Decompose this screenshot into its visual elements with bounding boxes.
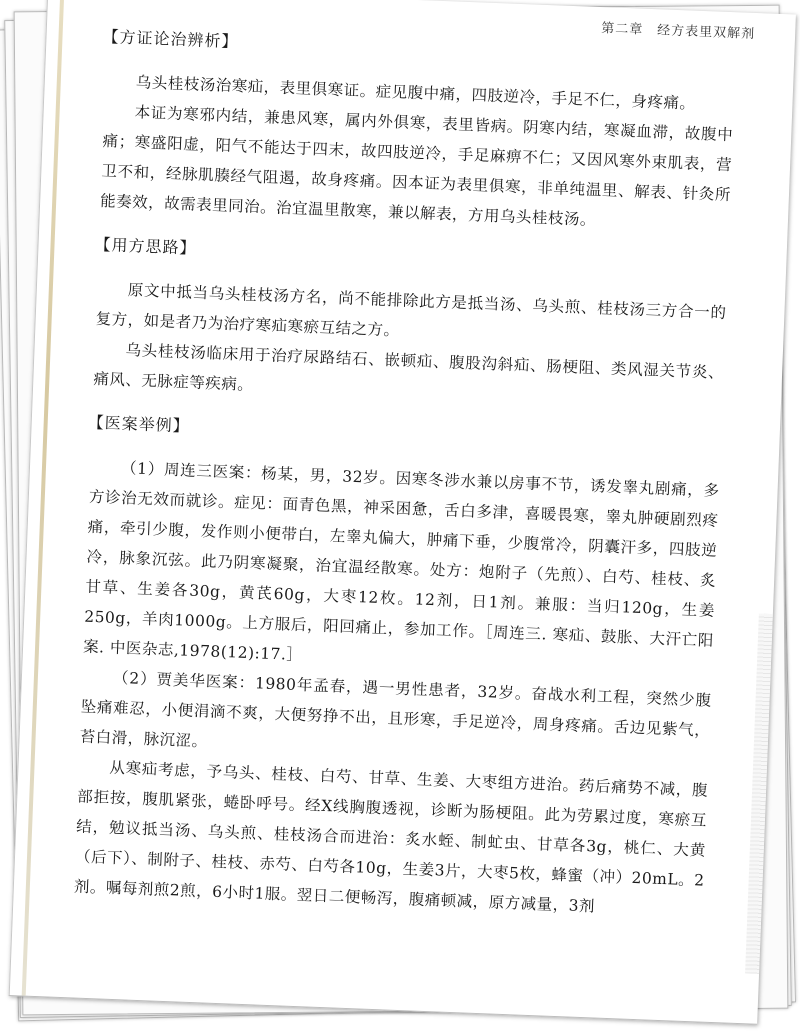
page-content xyxy=(73,18,737,940)
section-formula-analysis xyxy=(100,22,737,240)
paragraph: 乌头桂枝汤治寒疝，表里俱寒证。症见腹中痛，四肢逆冷，手足不仁，身疼痛。 xyxy=(135,73,696,113)
section-case-examples xyxy=(73,408,721,926)
book-page xyxy=(9,0,796,1025)
section-usage-ideas xyxy=(93,230,729,418)
section-title: 【方证论治辨析】 xyxy=(102,26,239,52)
paragraph: 乌头桂枝汤临床用于治疗尿路结石、嵌顿疝、腹股沟斜疝、肠梗阻、类风湿关节炎、痛风、无脉症等疾病。 xyxy=(93,341,725,394)
paragraph: 本证为寒邪内结，兼患风寒，属内外俱寒，表里皆病。阴寒内结，寒凝血滞，故腹中痛；寒盛阳虚，阳气不能达于四末，故四肢逆冷，手足麻痹不仁；又因风寒外束肌表，营卫不和，经脉肌腠经气阻遏，故身疼痛。因本证为表里俱寒，非单纯温里、解表、针灸所能奏效，故需表里同治。治宜温里散寒，兼以解表，方用乌头桂枝汤。 xyxy=(99,103,734,230)
paragraph: （2）贾美华医案：1980年孟春，遇一男性患者，32岁。奋战水利工程，突然少腹坠痛难忍，小便涓滴不爽，大便努挣不出，且形寒，手足逆冷，周身疼痛。舌边见紫气，苔白滑，脉沉涩。 xyxy=(79,668,712,751)
section-title: 【医案举例】 xyxy=(87,412,191,436)
section-title: 【用方思路】 xyxy=(94,234,197,258)
paragraph: 从寒疝考虑，予乌头、桂枝、白芍、甘草、生姜、大枣组方进治。药后痛势不减，腹部拒按，腹肌紧张，蜷卧呼号。经X线胸腹透视，诊断为肠梗阻。此为劳累过度，寒瘀互结，勉议抵当汤、乌头煎、桂枝汤合而进治：炙水蛭、制虻虫、甘草各3g，桃仁、大黄（后下）、制附子、桂枝、赤芍、白芍各10g，生姜3片，大枣5枚，蜂蜜（冲）20mL。2剂。嘱每剂煎2煎，6小时1服。翌日二便畅泻，腹痛顿减，原方减量，3剂 xyxy=(73,758,709,916)
paragraph: （1）周连三医案：杨某，男，32岁。因寒冬涉水兼以房事不节，诱发睾丸剧痛，多方诊治无效而就诊。症见：面青色黑，神采困惫，舌白多津，喜暖畏寒，睾丸肿硬剧烈疼痛，牵引少腹，发作则小便带白，左睾丸偏大，肿痛下垂，少腹常冷，阴囊汗多，四肢逆冷，脉象沉弦。此乃阴寒凝聚，治宜温经散寒。处方：炮附子（先煎）、白芍、桂枝、炙甘草、生姜各30g，黄芪60g，大枣12枚。12剂，日1剂。兼服：当归120g，生姜250g，羊肉1000g。上方服后，阳回痛止，参加工作。［周连三. 寒疝、鼓胀、大汗亡阳案. 中医杂志,1978(12):17.］ xyxy=(82,458,720,665)
running-header: 第二章 经方表里双解剂 xyxy=(600,21,756,42)
paragraph: 原文中抵当乌头桂枝汤方名，尚不能排除此方是抵当汤、乌头煎、桂枝汤三方合一的复方，如是者乃为治疗寒疝寒瘀互结之方。 xyxy=(95,281,727,340)
